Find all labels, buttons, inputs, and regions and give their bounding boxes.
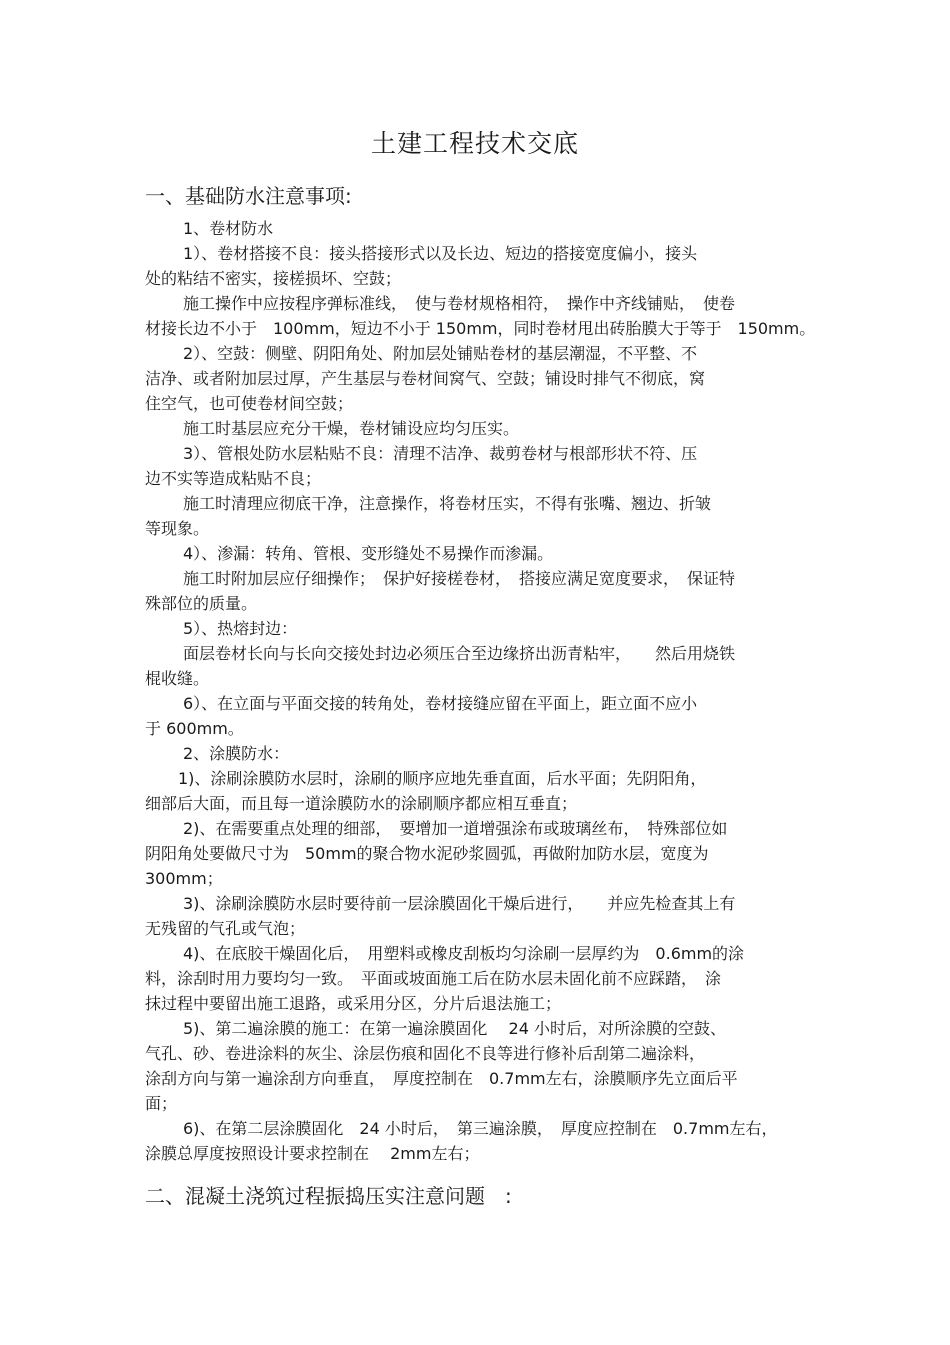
text-line: 洁净、或者附加层过厚，产生基层与卷材间窝气、空鼓；铺设时排气不彻底，窝 bbox=[145, 369, 706, 388]
section-heading-1: 一、基础防水注意事项: bbox=[145, 184, 352, 208]
text-line: 4）、渗漏：转角、管根、变形缝处不易操作而渗漏。 bbox=[183, 544, 554, 563]
text-line: 6)、在第二层涂膜固化 24 小时后， 第三遍涂膜， 厚度应控制在 0.7mm左右， bbox=[183, 1119, 778, 1138]
text-line: 3)、涂刷涂膜防水层时要待前一层涂膜固化干燥后进行， 并应先检查其上有 bbox=[183, 894, 736, 913]
text-line: 5）、热熔封边： bbox=[183, 619, 298, 638]
text-line: 4)、在底胶干燥固化后， 用塑料或橡皮刮板均匀涂刷一层厚约为 0.6mm的涂 bbox=[183, 944, 745, 963]
text-line: 细部后大面，而且每一道涂膜防水的涂刷顺序都应相互垂直； bbox=[145, 794, 578, 813]
text-line: 2、涂膜防水： bbox=[183, 744, 290, 763]
text-line: 施工时基层应充分干燥，卷材铺设应均匀压实。 bbox=[183, 419, 520, 438]
text-line: 6）、在立面与平面交接的转角处，卷材接缝应留在平面上，距立面不应小 bbox=[183, 694, 698, 713]
text-line: 气孔、砂、卷进涂料的灰尘、涂层伤痕和固化不良等进行修补后刮第二遍涂料， bbox=[145, 1044, 706, 1063]
text-line: 5)、第二遍涂膜的施工：在第一遍涂膜固化 24 小时后，对所涂膜的空鼓、 bbox=[183, 1019, 726, 1038]
text-line: 2）、空鼓：侧壁、阴阳角处、附加层处铺贴卷材的基层潮湿，不平整、不 bbox=[183, 344, 698, 363]
text-line: 殊部位的质量。 bbox=[145, 594, 258, 613]
text-line: 面层卷材长向与长向交接处封边必须压合至边缘挤出沥青粘牢， 然后用烧铁 bbox=[183, 644, 736, 663]
text-line: 面； bbox=[145, 1094, 178, 1113]
text-line: 等现象。 bbox=[145, 519, 210, 538]
text-line: 1)、涂刷涂膜防水层时，涂刷的顺序应地先垂直面，后水平面；先阴阳角， bbox=[178, 769, 707, 788]
text-line: 无残留的气孔或气泡； bbox=[145, 919, 306, 938]
text-line: 处的粘结不密实，接槎损坏、空鼓； bbox=[145, 269, 402, 288]
text-line: 施工时清理应彻底干净，注意操作，将卷材压实，不得有张嘴、翘边、折皱 bbox=[183, 494, 712, 513]
text-line: 边不实等造成粘贴不良； bbox=[145, 469, 322, 488]
section-heading-2: 二、混凝土浇筑过程振捣压实注意问题 : bbox=[145, 1184, 512, 1208]
text-line: 于 600mm。 bbox=[145, 719, 244, 738]
text-line: 施工操作中应按程序弹标准线， 使与卷材规格相符， 操作中齐线铺贴， 使卷 bbox=[183, 294, 736, 313]
text-line: 1、卷材防水 bbox=[183, 219, 274, 238]
text-line: 涂膜总厚度按照设计要求控制在 2mm左右； bbox=[145, 1144, 480, 1163]
text-line: 棍收缝。 bbox=[145, 669, 210, 688]
text-line: 300mm； bbox=[145, 869, 223, 888]
text-line: 3）、管根处防水层粘贴不良：清理不洁净、裁剪卷材与根部形状不符、压 bbox=[183, 444, 698, 463]
text-line: 材接长边不小于 100mm，短边不小于 150mm，同时卷材甩出砖胎膜大于等于 150mm。 bbox=[145, 319, 816, 338]
text-line: 涂刮方向与第一遍涂刮方向垂直， 厚度控制在 0.7mm左右，涂膜顺序先立面后平 bbox=[145, 1069, 738, 1088]
text-line: 阴阳角处要做尺寸为 50mm的聚合物水泥砂浆圆弧，再做附加防水层，宽度为 bbox=[145, 844, 709, 863]
document-title: 土建工程技术交底 bbox=[370, 129, 579, 158]
text-line: 住空气，也可使卷材间空鼓； bbox=[145, 394, 354, 413]
text-line: 2)、在需要重点处理的细部， 要增加一道增强涂布或玻璃丝布， 特殊部位如 bbox=[183, 819, 728, 838]
text-line: 1）、卷材搭接不良：接头搭接形式以及长边、短边的搭接宽度偏小，接头 bbox=[183, 244, 698, 263]
text-line: 料，涂刮时用力要均匀一致。 平面或坡面施工后在防水层未固化前不应踩踏， 涂 bbox=[145, 969, 722, 988]
text-line: 抹过程中要留出施工退路，或采用分区，分片后退法施工； bbox=[145, 994, 562, 1013]
text-line: 施工时附加层应仔细操作； 保护好接槎卷材， 搭接应满足宽度要求， 保证特 bbox=[183, 569, 736, 588]
